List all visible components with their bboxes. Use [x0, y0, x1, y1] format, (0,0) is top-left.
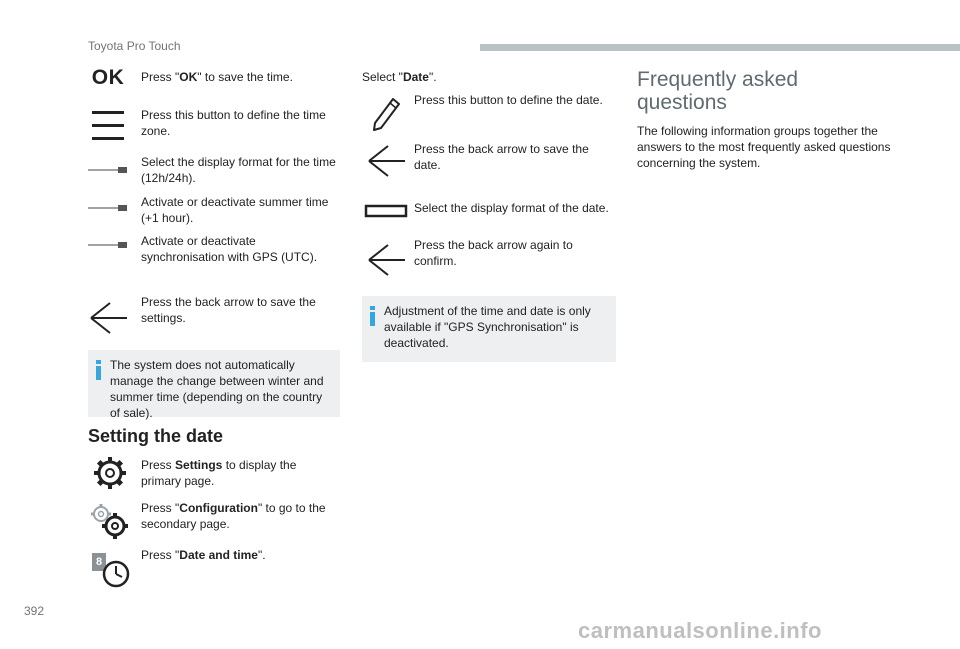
instruction-save-date: Press the back arrow to save the date.: [414, 142, 589, 172]
faq-title: Frequently asked questions: [637, 68, 799, 114]
instruction-define-date: Press this button to define the date.: [414, 93, 603, 107]
clock-icon: [90, 552, 138, 592]
toggle-off-icon: [84, 225, 132, 265]
info-icon: [96, 360, 101, 380]
menu-lines-icon: [84, 106, 132, 146]
step-badge: 8: [92, 553, 106, 571]
header-rule: [480, 44, 960, 51]
instruction-press-configuration: Press "Configuration" to go to the secondary page.: [141, 501, 326, 531]
instruction-date-and-time: Press "Date and time".: [141, 548, 266, 562]
page-number: 392: [24, 604, 45, 618]
note-text: The system does not automatically manage the change between winter and summer time (depending on the country of sale).: [110, 358, 324, 420]
instruction-save-settings: Press the back arrow to save the settings.: [141, 295, 316, 325]
instruction-format: Select the display format for the time (12h/24h).: [141, 155, 336, 185]
pencil-icon: [361, 92, 409, 132]
instruction-confirm: Press the back arrow again to confirm.: [414, 238, 573, 268]
info-note-summer-time: [88, 350, 340, 420]
instruction-gps-sync: Activate or deactivate synchronisation with GPS (UTC).: [141, 234, 318, 264]
toggle-off-icon: [84, 150, 132, 190]
ok-button-icon: OK: [91, 66, 125, 89]
running-header: Toyota Pro Touch: [88, 39, 181, 53]
instruction-date-format: Select the display format of the date.: [414, 201, 609, 215]
instruction-ok: Press "OK" to save the time.: [141, 70, 293, 84]
back-arrow-icon: [362, 141, 410, 181]
configuration-gears-icon: [86, 502, 134, 542]
faq-intro: The following information groups together the answers to the most frequently asked questions concerning the system.: [637, 124, 891, 170]
instruction-time-zone: Press this button to define the time zone.: [141, 108, 326, 138]
rectangle-button-icon: [362, 191, 410, 231]
intro-select-date: Select "Date".: [362, 70, 437, 84]
back-arrow-icon: [362, 240, 410, 280]
watermark: carmanualsonline.info: [578, 618, 822, 643]
instruction-press-settings: Press Settings to display the primary page.: [141, 458, 297, 488]
section-title-setting-date: Setting the date: [88, 426, 224, 446]
info-icon: [370, 306, 375, 326]
info-note-gps: [362, 296, 616, 362]
back-arrow-icon: [84, 298, 132, 338]
note-text: Adjustment of the time and date is only available if "GPS Synchronisation" is deactivated.: [384, 304, 591, 350]
instruction-summer-time: Activate or deactivate summer time (+1 hour).: [141, 195, 329, 225]
toggle-off-icon: [84, 188, 132, 228]
settings-gear-icon: [86, 453, 134, 493]
